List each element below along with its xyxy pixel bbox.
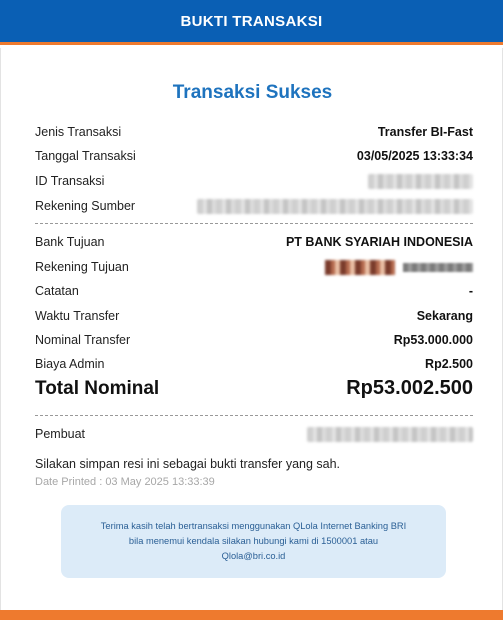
biaya-admin-label: Biaya Admin — [35, 357, 105, 371]
row-jenis-transaksi — [35, 122, 473, 142]
footer-accent-bar — [0, 610, 503, 620]
pembuat-label: Pembuat — [35, 427, 86, 441]
rekening-tujuan-redacted — [325, 260, 473, 275]
row-nominal-transfer — [35, 330, 473, 350]
rekening-tujuan-label: Rekening Tujuan — [35, 260, 129, 274]
id-transaksi-label: ID Transaksi — [35, 174, 105, 188]
id-transaksi-redacted — [368, 174, 473, 189]
bank-tujuan-value: PT BANK SYARIAH INDONESIA — [285, 235, 473, 249]
tanggal-transaksi-label: Tanggal Transaksi — [35, 149, 136, 163]
info-line-1: Terima kasih telah bertransaksi menggunakan QLola Internet Banking BRI — [100, 521, 407, 531]
status-title: Transaksi Sukses — [172, 82, 333, 103]
rekening-sumber-redacted — [197, 199, 473, 214]
rekening-sumber-label: Rekening Sumber — [35, 199, 136, 213]
contact-info-box — [61, 505, 446, 578]
total-nominal-label: Total Nominal — [35, 377, 160, 399]
divider-bottom — [35, 415, 473, 416]
receipt-header — [0, 0, 503, 45]
row-rekening-tujuan — [35, 257, 473, 277]
biaya-admin-value: Rp2.500 — [425, 357, 473, 371]
row-pembuat — [35, 424, 473, 444]
receipt-card — [0, 48, 503, 610]
row-waktu-transfer — [35, 306, 473, 326]
row-id-transaksi — [35, 171, 473, 191]
pembuat-redacted — [307, 427, 473, 442]
catatan-value: - — [468, 284, 473, 298]
row-rekening-sumber — [35, 196, 473, 216]
total-nominal-value: Rp53.002.500 — [346, 377, 473, 399]
bank-tujuan-label: Bank Tujuan — [35, 235, 105, 249]
row-tanggal-transaksi — [35, 146, 473, 166]
date-printed: Date Printed : 03 May 2025 13:33:39 — [35, 476, 215, 488]
header-title: BUKTI TRANSAKSI — [180, 12, 323, 30]
jenis-transaksi-label: Jenis Transaksi — [35, 125, 122, 139]
info-line-2: bila menemui kendala silakan hubungi kami di 1500001 atau — [128, 536, 379, 546]
row-bank-tujuan — [35, 232, 473, 252]
info-line-3[interactable]: Qlola@bri.co.id — [221, 551, 286, 561]
jenis-transaksi-value: Transfer BI-Fast — [377, 125, 473, 139]
row-biaya-admin — [35, 354, 473, 374]
waktu-transfer-value: Sekarang — [416, 309, 473, 323]
total-row — [35, 377, 473, 400]
catatan-label: Catatan — [35, 284, 79, 298]
nominal-transfer-value: Rp53.000.000 — [393, 333, 473, 347]
waktu-transfer-label: Waktu Transfer — [35, 309, 120, 323]
divider-top — [35, 223, 473, 224]
nominal-transfer-label: Nominal Transfer — [35, 333, 131, 347]
tanggal-transaksi-value: 03/05/2025 13:33:34 — [356, 149, 473, 163]
save-receipt-note: Silakan simpan resi ini sebagai bukti transfer yang sah. — [35, 457, 341, 471]
row-catatan — [35, 281, 473, 301]
